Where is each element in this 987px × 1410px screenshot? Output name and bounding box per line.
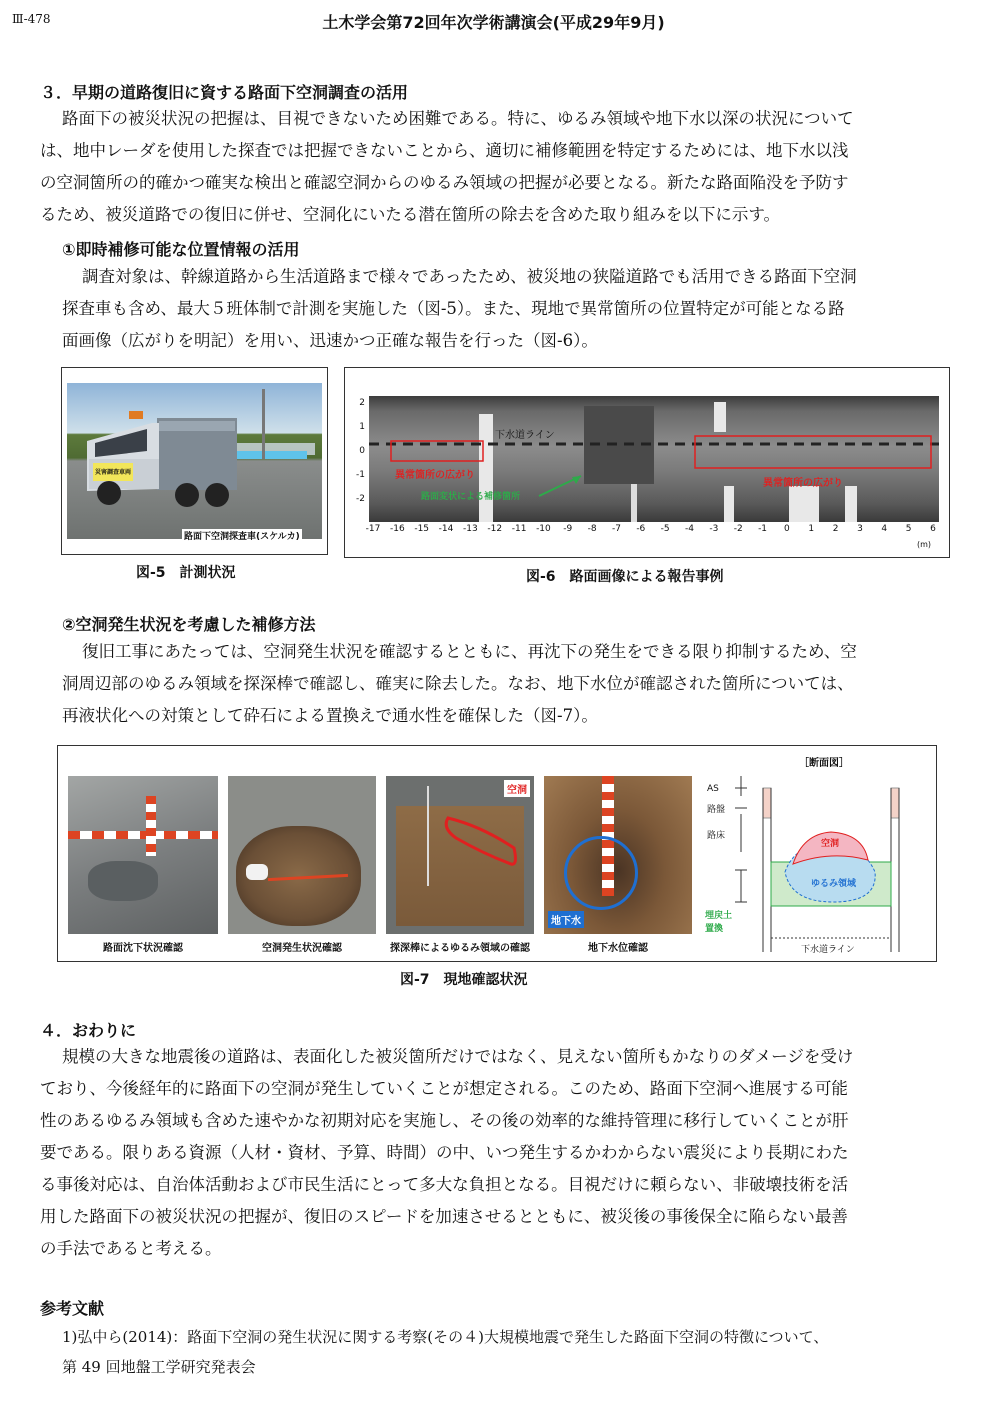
truck-sign: 災害調査車両 xyxy=(94,469,131,476)
section3-line: 路面下の被災状況の把握は、目視できないため困難である。特に、ゆるみ領域や地下水以深の状況について xyxy=(62,109,854,128)
section-title: ［断面図］ xyxy=(799,758,849,769)
cross-section-drawing xyxy=(703,752,933,957)
cavity-label: 空洞 xyxy=(821,839,840,849)
x-tick: -6 xyxy=(636,524,646,534)
section3-body xyxy=(40,103,854,231)
truck-icon xyxy=(67,383,322,539)
x-tick: -9 xyxy=(563,524,573,534)
page-number: Ⅲ-478 xyxy=(12,12,51,26)
road-overlay xyxy=(369,396,939,522)
layer-base: 路盤 xyxy=(707,805,726,815)
x-tick: -10 xyxy=(536,524,551,534)
section4-line: 性のあるゆるみ領域も含めた速やかな初期対応を実施し、その後の効率的な維持管理に移行していくことが肝 xyxy=(40,1111,849,1130)
section4-line: ており、今後経年的に路面下の空洞が発生していくことが想定される。このため、路面下空洞へ進展する可能 xyxy=(40,1079,848,1098)
proceedings-title: 土木学会第72回年次学術講演会(平成29年9月) xyxy=(322,13,665,32)
x-tick: 2 xyxy=(832,524,839,534)
x-tick: -17 xyxy=(365,524,381,534)
section4-line: 規模の大きな地震後の道路は、表面化した被災箇所だけではなく、見えない箇所もかなりのダメージを受け xyxy=(62,1047,854,1066)
anomaly-label-left: 異常箇所の広がり xyxy=(395,470,475,481)
sub2-heading: ②空洞発生状況を考慮した補修方法 xyxy=(62,615,316,634)
x-tick: -2 xyxy=(733,524,743,534)
photo-label: 地下水位確認 xyxy=(588,943,648,954)
figure7-caption: 図-7 現地確認状況 xyxy=(400,972,528,988)
x-tick: 1 xyxy=(808,524,815,534)
road-surface-image xyxy=(369,396,939,522)
section3-heading: ３．早期の道路復旧に資する路面下空洞調査の活用 xyxy=(40,83,409,102)
y-axis xyxy=(345,398,365,518)
sewer-line-label: 下水道ライン xyxy=(495,430,555,441)
backfill-label: 埋戻土 置換 xyxy=(705,911,733,934)
sewer-label: 下水道ライン xyxy=(801,945,855,955)
cross-section-diagram xyxy=(703,752,933,957)
sub1-line: 探査車も含め、最大５班体制で計測を実施した（図-5）。また、現地で異常箇所の位置特定が可能となる路 xyxy=(62,299,845,318)
x-tick: -15 xyxy=(414,524,430,534)
x-tick: -16 xyxy=(389,524,405,534)
x-tick: 3 xyxy=(857,524,863,534)
x-tick: -14 xyxy=(438,524,454,534)
photo-groundwater xyxy=(544,776,692,934)
x-tick: -4 xyxy=(685,524,694,534)
figure6-caption: 図-6 路面画像による報告事例 xyxy=(526,569,724,585)
photo-label: 空洞発生状況確認 xyxy=(262,943,342,954)
x-tick: 5 xyxy=(905,524,912,534)
groundwater-tag: 地下水 xyxy=(548,911,584,928)
anomaly-label-right: 異常箇所の広がり xyxy=(763,478,843,489)
figure5 xyxy=(61,367,328,555)
section4-line: る事後対応は、自治体活動および市民生活にとって多大な負担となる。目視だけに頼らない、非破壊技術を活 xyxy=(40,1175,849,1194)
x-tick: -12 xyxy=(487,524,503,534)
sub2-body xyxy=(62,636,857,732)
section4-line: の手法であると考える。 xyxy=(40,1239,222,1258)
photo-label: 探深棒によるゆるみ領域の確認 xyxy=(390,943,530,954)
sub1-line: 面画像（広がりを明記）を用い、迅速かつ正確な報告を行った（図-6）。 xyxy=(62,331,598,350)
unit-label: (m) xyxy=(917,540,932,549)
x-tick: -11 xyxy=(511,524,527,534)
figure6 xyxy=(344,367,950,558)
photo-label: 路面沈下状況確認 xyxy=(103,943,183,954)
x-tick: 4 xyxy=(881,524,888,534)
cavity-tag: 空洞 xyxy=(504,780,530,797)
section4-line: 用した路面下の被災状況の把握が、復旧のスピードを加速させるとともに、被災後の事後保全に陥らない最善 xyxy=(40,1207,848,1226)
sub1-heading: ①即時補修可能な位置情報の活用 xyxy=(62,240,300,259)
references-body xyxy=(62,1322,828,1382)
x-tick: -1 xyxy=(758,524,768,534)
x-tick: -13 xyxy=(463,524,478,534)
section4-line: 要である。限りある資源（人材・資材、予算、時間）の中、いつ発生するかわからない震災により長期にわた xyxy=(40,1143,849,1162)
references-heading: 参考文献 xyxy=(40,1299,105,1318)
layer-subgrade: 路床 xyxy=(707,831,726,841)
photo-probe xyxy=(386,776,534,934)
figure7 xyxy=(57,745,937,962)
survey-vehicle-photo xyxy=(67,383,322,539)
x-tick: 6 xyxy=(930,524,936,534)
y-tick: 2 xyxy=(359,398,365,408)
cavity-outline xyxy=(386,776,534,934)
water-level-circle xyxy=(564,836,638,910)
photo-road-settlement xyxy=(68,776,218,934)
y-tick: 0 xyxy=(359,446,365,456)
sub1-line: 調査対象は、幹線道路から生活道路まで様々であったため、被災地の狭隘道路でも活用できる路面下空洞 xyxy=(82,267,857,286)
loose-zone-label: ゆるみ領域 xyxy=(811,879,857,889)
section3-line: は、地中レーダを使用した探査では把握できないことから、適切に補修範囲を特定するためには、地下水以浅 xyxy=(40,141,849,160)
reference-line: 1)弘中ら(2014)：路面下空洞の発生状況に関する考察(その４)大規模地震で発生した路面下空洞の特徴について、 xyxy=(62,1328,829,1346)
sub2-line: 再液状化への対策として砕石による置換えで通水性を確保した（図-7）。 xyxy=(62,706,598,725)
section4-body xyxy=(40,1041,853,1265)
y-tick: -1 xyxy=(356,470,365,480)
figure5-caption: 図-5 計測状況 xyxy=(136,565,236,581)
y-tick: 1 xyxy=(359,422,365,432)
x-axis xyxy=(365,524,939,538)
reference-line: 第 49 回地盤工学研究発表会 xyxy=(62,1358,256,1376)
section3-line: るため、被災道路での復旧に併せ、空洞化にいたる潜在箇所の除去を含めた取り組みを以下に示す。 xyxy=(40,205,781,224)
x-tick: -3 xyxy=(709,524,719,534)
sub2-line: 復旧工事にあたっては、空洞発生状況を確認するとともに、再沈下の発生をできる限り抑制するため、空 xyxy=(82,642,857,661)
x-tick: -5 xyxy=(660,524,670,534)
photo-cavity xyxy=(228,776,376,934)
section3-line: の空洞箇所の的確かつ確実な検出と確認空洞からのゆるみ領域の把握が必要となる。新たな路面陥没を予防す xyxy=(40,173,849,192)
sub2-line: 洞周辺部のゆるみ領域を探深棒で確認し、確実に除去した。なお、地下水位が確認された箇所については、 xyxy=(62,674,854,693)
layer-as: AS xyxy=(707,784,719,794)
repair-note: 路面変状による補修箇所 xyxy=(421,492,521,502)
x-tick: 0 xyxy=(784,524,790,534)
x-tick: -8 xyxy=(587,524,597,534)
sub1-body xyxy=(62,261,857,357)
section4-heading: ４．おわりに xyxy=(40,1021,137,1040)
x-tick: -7 xyxy=(611,524,621,534)
photo-label: 路面下空洞探査車(スケルカ) xyxy=(182,529,302,542)
y-tick: -2 xyxy=(356,494,365,504)
